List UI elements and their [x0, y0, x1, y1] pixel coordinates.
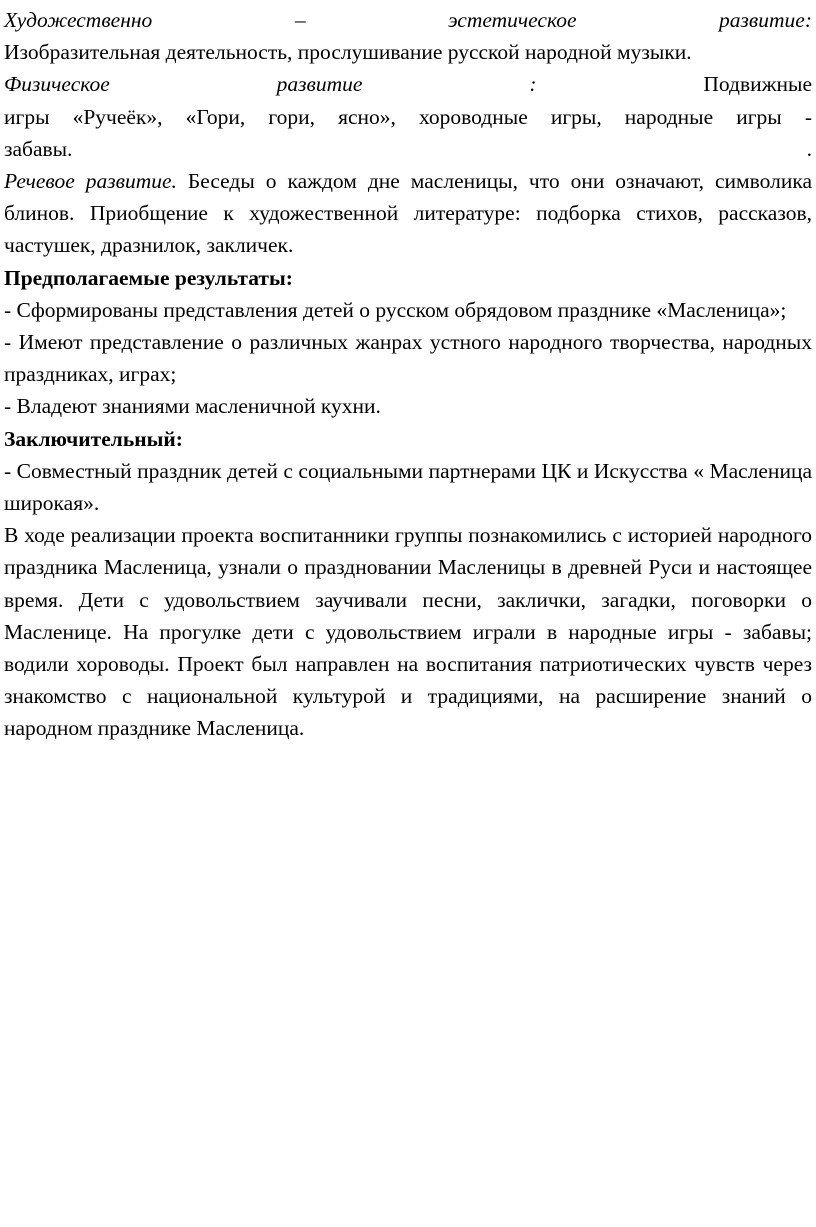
aesthetic-development-label: Художественно – эстетическое развитие:	[4, 8, 812, 32]
result-item-3: - Владеют знаниями масленичной кухни.	[4, 394, 381, 419]
project-summary: В ходе реализации проекта воспитанники группы познакомились с историей народного праздника Масленица, узнали о праздновании Масленицы в древней Руси и настоящее время. Дети с удовольствием заучивали песни, заклички, загадки, поговорки о Масленице. На прогулке дети с удовольствием играли в народные игры - забавы; водили хороводы. Проект был направлен на воспитания патриотических чувств через знакомство с национальной культурой и традициями, на расширение знаний о народном празднике Масленица.	[4, 523, 812, 741]
expected-results-heading: Предполагаемые результаты:	[4, 265, 293, 290]
physical-development-dot: .	[806, 136, 812, 161]
result-item-1: - Сформированы представления детей о русском обрядовом празднике «Масленица»;	[4, 297, 787, 322]
speech-development-label: Речевое развитие.	[4, 169, 177, 194]
aesthetic-development-text: Изобразительная деятельность, прослушивание русской народной музыки.	[4, 40, 692, 65]
speech-development-text: Беседы о каждом дне масленицы, что они означают, символика блинов. Приобщение к художественной литературе: подборка стихов, рассказов, частушек, дразнилок, закличек.	[4, 169, 813, 258]
speech-development-paragraph	[4, 165, 812, 262]
physical-development-text-c: забавы.	[4, 136, 73, 161]
physical-development-text-a: Подвижные	[703, 72, 812, 97]
physical-development-end	[4, 133, 812, 165]
final-stage-item-1: - Совместный праздник детей с социальными партнерами ЦК и Искусства « Масленица широкая».	[4, 458, 812, 516]
physical-development-line	[4, 68, 812, 100]
physical-development-games: игры «Ручеёк», «Гори, гори, ясно», хороводные игры, народные игры -	[4, 104, 812, 129]
physical-development-label: Физическое развитие :	[4, 72, 537, 97]
result-item-2: - Имеют представление о различных жанрах устного народного творчества, народных праздниках, играх;	[4, 330, 812, 387]
final-stage-heading: Заключительный:	[4, 426, 183, 451]
